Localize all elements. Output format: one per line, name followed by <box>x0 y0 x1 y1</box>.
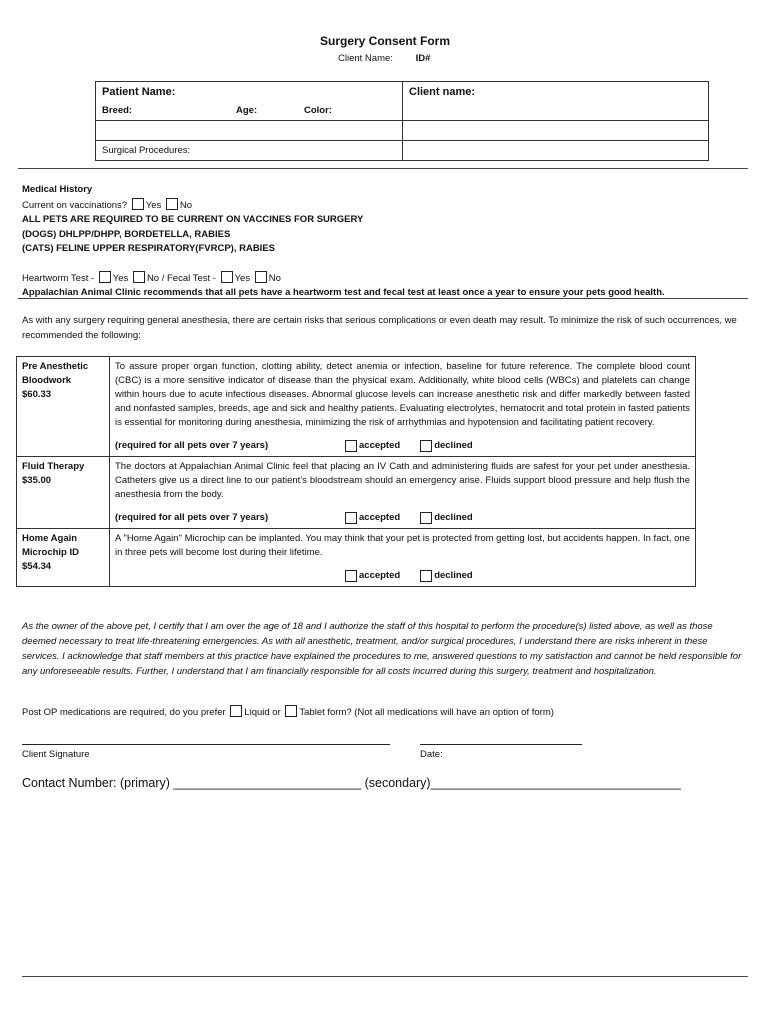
declined-checkbox[interactable] <box>420 570 432 582</box>
vacc-yes-checkbox[interactable] <box>132 198 144 210</box>
declined-label: declined <box>434 512 473 523</box>
vacc-no-checkbox[interactable] <box>166 198 178 210</box>
tablet-suffix: Tablet form? (Not all medications will have an option of form) <box>299 707 554 718</box>
surgical-procedures-cell[interactable] <box>96 141 403 161</box>
fecal-yes-label: Yes <box>234 272 251 284</box>
procedure-options <box>115 439 690 453</box>
breed-label: Breed: <box>102 105 133 116</box>
blank-cell-left[interactable] <box>96 121 403 141</box>
breed-age-color-cell[interactable] <box>96 101 403 121</box>
medical-history-section <box>22 183 752 301</box>
procedure-label-cell <box>17 529 110 587</box>
vacc-yes-label: Yes <box>145 199 162 211</box>
client-name-label: Client name: <box>409 85 476 98</box>
patient-name-cell[interactable] <box>96 82 403 102</box>
postop-row <box>22 705 752 718</box>
vaccination-label: Current on vaccinations? <box>22 199 128 211</box>
fecal-no-label: No <box>268 272 281 284</box>
procedure-row <box>17 457 696 529</box>
procedure-description: The doctors at Appalachian Animal Clinic feel that placing an IV Cath and administering fluids are safest for your pet under anesthesia. Catheters give us a direct line to our patient’s bloodstream should an emergency arise. Fluids support blood pressure and help flush the anesthesia from the body. <box>115 461 690 500</box>
vaccine-requirement: ALL PETS ARE REQUIRED TO BE CURRENT ON VACCINES FOR SURGERY <box>22 214 364 225</box>
surgical-procedures-label: Surgical Procedures: <box>102 145 191 156</box>
procedure-row <box>17 529 696 587</box>
procedure-name: Pre Anesthetic Bloodwork <box>22 361 89 386</box>
procedure-required-note: (required for all pets over 7 years) <box>115 512 269 523</box>
client-name-header-label: Client Name: <box>338 53 393 64</box>
declined-checkbox[interactable] <box>420 512 432 524</box>
client-name-cell[interactable] <box>403 82 709 102</box>
procedures-table <box>16 356 696 587</box>
contact-number[interactable]: Contact Number: (primary) ___________________________ (secondary)____________________________________ <box>22 776 681 790</box>
heartworm-yes-label: Yes <box>112 272 129 284</box>
declined-checkbox[interactable] <box>420 440 432 452</box>
medical-history-heading: Medical History <box>22 184 93 195</box>
accepted-label: accepted <box>359 440 401 451</box>
divider-middle <box>18 298 748 299</box>
heartworm-no-fecal-label: No / Fecal Test - <box>146 272 216 284</box>
divider-bottom <box>22 976 748 977</box>
declined-label: declined <box>434 440 473 451</box>
accepted-checkbox[interactable] <box>345 440 357 452</box>
cat-vaccines: (CATS) FELINE UPPER RESPIRATORY(FVRCP), RABIES <box>22 243 275 254</box>
heartworm-row <box>22 271 752 287</box>
tablet-checkbox[interactable] <box>285 705 297 717</box>
postop-prefix: Post OP medications are required, do you prefer <box>22 707 226 718</box>
vacc-no-label: No <box>179 199 193 211</box>
patient-info-table <box>95 81 709 161</box>
date-label: Date: <box>420 749 443 760</box>
procedure-description: To assure proper organ function, clotting ability, detect anemia or infection, baseline for future reference. The complete blood count (CBC) is a more sensitive indicator of disease than the physical exam. Additionally, white blood cells (WBCs) and platelets can change within hours due to acute infectious diseases. Abnormal glucose levels can increase anesthetic risk and differ markedly between fasted and nonfasted samples, breeds, age and sick and healthy patients. Evaluating electrolytes, hematocrit and total protein in fasted patients is essential for monitoring during anesthesia, minimizing the risk of arrhythmias and hypotension and facilitating patient recovery. <box>115 361 690 428</box>
client-signature-label: Client Signature <box>22 749 90 760</box>
procedure-price: $60.33 <box>22 389 52 400</box>
accepted-checkbox[interactable] <box>345 570 357 582</box>
id-label: ID# <box>415 53 431 64</box>
procedure-name: Home Again Microchip ID <box>22 533 80 558</box>
date-line[interactable] <box>420 744 582 745</box>
header-subtitle <box>338 53 430 64</box>
procedure-desc-cell <box>110 457 696 529</box>
liquid-label: Liquid or <box>244 707 281 718</box>
surgical-procedures-right-cell[interactable] <box>403 141 709 161</box>
accepted-label: accepted <box>359 512 401 523</box>
intro-paragraph: As with any surgery requiring general anesthesia, there are certain risks that serious complications or even death may result. To minimize the risk of such occurrences, we recommended the following: <box>22 315 737 341</box>
procedure-name: Fluid Therapy <box>22 461 85 472</box>
procedure-label-cell <box>17 357 110 457</box>
heartworm-no-checkbox[interactable] <box>133 271 145 283</box>
patient-name-label: Patient Name: <box>102 85 176 98</box>
procedure-description: A "Home Again" Microchip can be implanted. You may think that your pet is protected from getting lost, but accidents happen. In fact, one in three pets will become lost during their lifetime. <box>115 533 690 558</box>
procedure-label-cell <box>17 457 110 529</box>
procedure-price: $54.34 <box>22 561 52 572</box>
heartworm-yes-checkbox[interactable] <box>99 271 111 283</box>
client-extra-cell[interactable] <box>403 101 709 121</box>
procedure-options <box>115 511 690 525</box>
fecal-yes-checkbox[interactable] <box>221 271 233 283</box>
fecal-no-checkbox[interactable] <box>255 271 267 283</box>
accepted-checkbox[interactable] <box>345 512 357 524</box>
procedure-options <box>115 569 690 583</box>
vaccination-row <box>22 198 752 214</box>
procedure-desc-cell <box>110 529 696 587</box>
accepted-label: accepted <box>359 570 401 581</box>
divider-top <box>18 168 748 169</box>
owner-certification: As the owner of the above pet, I certify that I am over the age of 18 and I authorize the staff of this hospital to perform the procedure(s) listed above, as well as those deemed necessary to treat life-threatening emergencies. As with all anesthetic, treatment, and/or surgical procedures, I understand there are risks inherent in these services. I acknowledge that staff members at this practice have explained the procedures to me, answered questions to my satisfaction and cannot be held responsible for any unforeseeable results. Further, I understand that I am financially responsible for all costs incurred during this surgery, treatment and hospitalization. <box>22 621 742 677</box>
procedure-row <box>17 357 696 457</box>
color-label: Color: <box>304 105 332 116</box>
liquid-checkbox[interactable] <box>230 705 242 717</box>
age-label: Age: <box>236 105 258 116</box>
procedure-desc-cell <box>110 357 696 457</box>
heartworm-label: Heartworm Test - <box>22 272 95 284</box>
blank-cell-right[interactable] <box>403 121 709 141</box>
procedure-price: $35.00 <box>22 475 52 486</box>
procedure-required-note: (required for all pets over 7 years) <box>115 440 269 451</box>
declined-label: declined <box>434 570 473 581</box>
dog-vaccines: (DOGS) DHLPP/DHPP, BORDETELLA, RABIES <box>22 228 231 240</box>
clinic-recommendation: Appalachian Animal Clinic recommends that all pets have a heartworm test and fecal test at least once a year to ensure your pets good health. <box>22 287 665 298</box>
client-signature-line[interactable] <box>22 744 390 745</box>
form-title: Surgery Consent Form <box>319 34 451 48</box>
